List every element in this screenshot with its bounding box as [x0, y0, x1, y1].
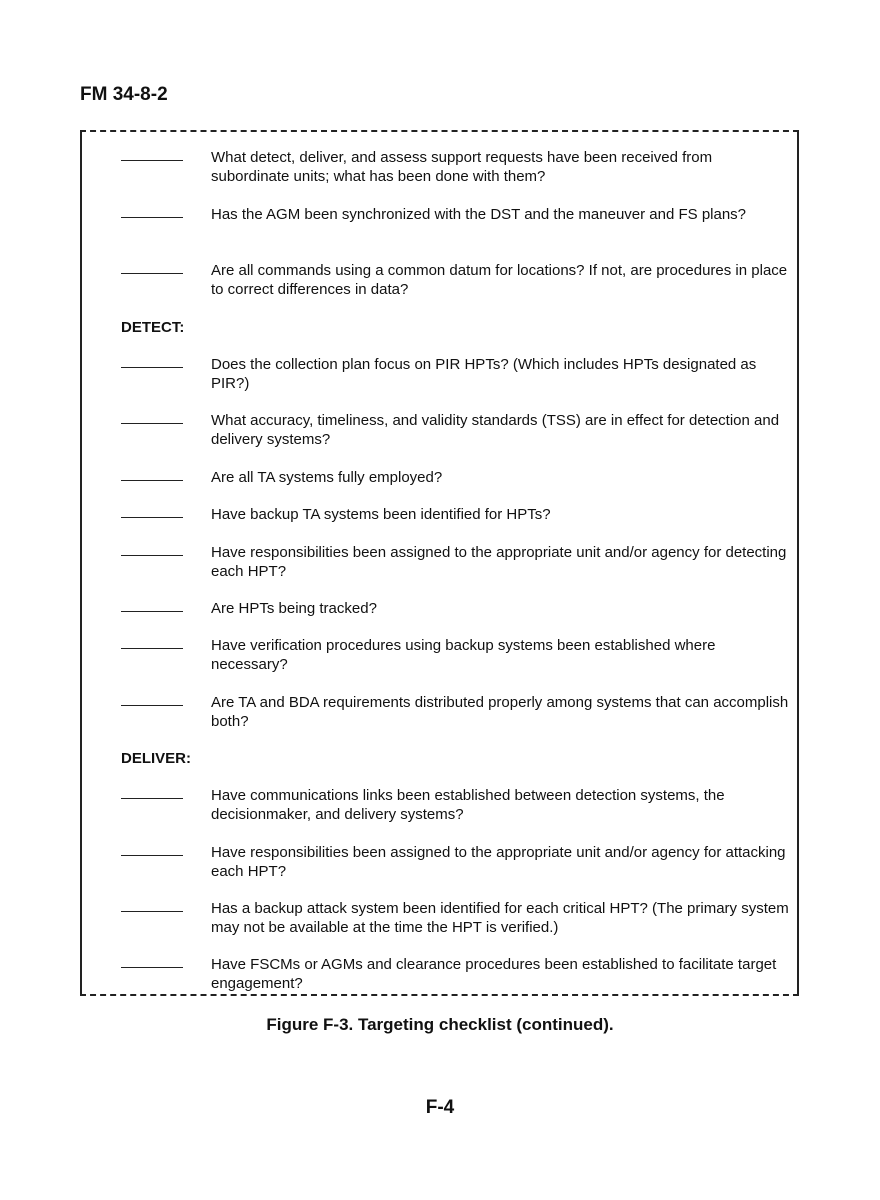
checklist-question: Are TA and BDA requirements distributed properly among systems that can accomplish both?: [211, 694, 789, 730]
checklist-question: Have responsibilities been assigned to the appropriate unit and/or agency for attacking each HPT?: [211, 844, 786, 880]
checklist-question: Are all TA systems fully employed?: [211, 469, 443, 486]
checklist-question: What detect, deliver, and assess support requests have been received from subordinate units; what has been done with them?: [211, 149, 713, 185]
checklist-item: [82, 411, 797, 451]
checklist-question: Are all commands using a common datum for locations? If not, are procedures in place to correct differences in data?: [211, 262, 788, 298]
checklist-question: Has the AGM been synchronized with the DST and the maneuver and FS plans?: [211, 206, 747, 223]
checklist-item: [82, 955, 797, 995]
check-blank: [121, 273, 183, 274]
checklist-question: Has a backup attack system been identified for each critical HPT? (The primary system may not be available at the time the HPT is verified.): [211, 900, 789, 936]
check-blank: [121, 555, 183, 556]
checklist-question: Have FSCMs or AGMs and clearance procedures been established to facilitate target engagement?: [211, 956, 777, 992]
check-blank: [121, 611, 183, 612]
checklist-item: [82, 543, 797, 583]
manual-header: FM 34-8-2: [80, 84, 168, 105]
section-heading-deliver: DELIVER:: [121, 750, 192, 767]
checklist-question: Are HPTs being tracked?: [211, 600, 377, 617]
checklist-item: [82, 355, 797, 395]
checklist-item: [82, 599, 797, 639]
checklist-item: [82, 843, 797, 883]
check-blank: [121, 517, 183, 518]
checklist-question: Have communications links been established between detection systems, the decisionmaker, and delivery systems?: [211, 787, 725, 823]
section-heading-detect: DETECT:: [121, 319, 185, 336]
checklist-item: [82, 148, 797, 188]
check-blank: [121, 705, 183, 706]
checklist-item: [82, 899, 797, 939]
check-blank: [121, 480, 183, 481]
checklist-question: Have responsibilities been assigned to the appropriate unit and/or agency for detecting each HPT?: [211, 544, 787, 580]
checklist-question: Have verification procedures using backup systems been established where necessary?: [211, 637, 716, 673]
check-blank: [121, 160, 183, 161]
check-blank: [121, 423, 183, 424]
check-blank: [121, 367, 183, 368]
figure-caption: Figure F-3. Targeting checklist (continued).: [266, 1015, 614, 1034]
check-blank: [121, 967, 183, 968]
check-blank: [121, 798, 183, 799]
checklist-item: [82, 205, 797, 245]
check-blank: [121, 648, 183, 649]
checklist-item: [82, 261, 797, 301]
checklist-item: [82, 693, 797, 733]
checklist-question: What accuracy, timeliness, and validity standards (TSS) are in effect for detection and delivery systems?: [211, 412, 780, 448]
checklist-item: [82, 468, 797, 508]
checklist-item: [82, 505, 797, 545]
page-number: F-4: [425, 1097, 455, 1118]
checklist-question: Have backup TA systems been identified for HPTs?: [211, 506, 551, 523]
checklist-question: Does the collection plan focus on PIR HPTs? (Which includes HPTs designated as PIR?): [211, 356, 757, 392]
check-blank: [121, 217, 183, 218]
checklist-item: [82, 636, 797, 676]
check-blank: [121, 855, 183, 856]
checklist-frame: [80, 130, 799, 996]
check-blank: [121, 911, 183, 912]
checklist-item: [82, 786, 797, 826]
